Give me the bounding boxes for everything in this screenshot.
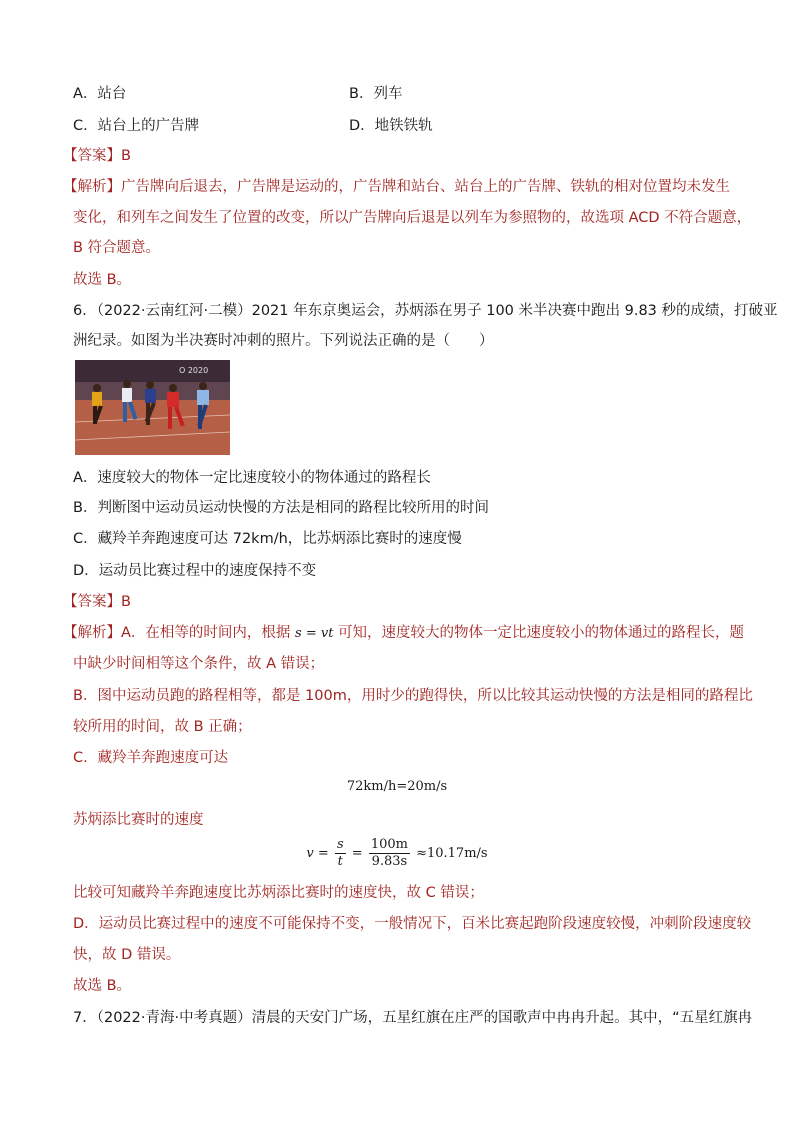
q5-option-d: D．地铁铁轨	[349, 118, 433, 134]
su-speed-label: 苏炳添比赛时的速度	[73, 812, 204, 828]
q6-answer	[63, 592, 131, 612]
q6-option-d: D．运动员比赛过程中的速度保持不变	[73, 563, 317, 579]
q5-option-c: C．站台上的广告牌	[73, 118, 200, 134]
sprint-photo	[75, 360, 230, 455]
q6-analysis-a-line-2: 中缺少时间相等这个条件，故 A 错误；	[73, 656, 325, 672]
q6-analysis-a-line-1: 【解析】A．在相等的时间内，根据 s = vt 可知，速度较大的物体一定比速度较小的物体通过的路程长，题	[63, 625, 745, 641]
answer-label: 【答案】	[63, 148, 121, 164]
q5-options-row-1	[73, 82, 723, 102]
q6-stem-line-2: 洲纪录。如图为半决赛时冲刺的照片。下列说法正确的是（ ）	[73, 333, 494, 349]
q5-options-row-2	[73, 114, 723, 134]
q7-stem-line-1: 7．（2022·青海·中考真题）清晨的天安门广场，五星红旗在庄严的国歌声中冉冉升起。其中，“五星红旗冉	[73, 1010, 753, 1026]
q6-option-b: B．判断图中运动员运动快慢的方法是相同的路程比较所用的时间	[73, 500, 489, 516]
analysis-label: 【解析】	[63, 625, 121, 641]
sprinters-illustration	[75, 360, 230, 455]
q6-analysis-c-compare: 比较可知藏羚羊奔跑速度比苏炳添比赛时的速度快，故 C 错误；	[73, 885, 484, 901]
answer-value: B	[121, 594, 131, 610]
q5-conclusion: 故选 B。	[73, 272, 132, 288]
q6-analysis-b-line-2: 较所用的时间，故 B 正确；	[73, 719, 252, 735]
q6-option-c: C．藏羚羊奔跑速度可达 72km/h，比苏炳添比赛时的速度慢	[73, 531, 462, 547]
q5-analysis-line-1: 【解析】广告牌向后退去，广告牌是运动的，广告牌和站台、站台上的广告牌、铁轨的相对位置均未发生	[63, 179, 730, 195]
q5-analysis-line-2: 变化，和列车之间发生了位置的改变，所以广告牌向后退是以列车为参照物的，故选项 ACD 不符合题意，	[73, 210, 752, 226]
q6-analysis-c-line-1: C．藏羚羊奔跑速度可达	[73, 750, 229, 766]
stadium-banner-text: O 2020	[179, 366, 209, 375]
analysis-label: 【解析】	[63, 179, 121, 195]
fraction-values: $\frac{100m}{9.83s}$	[370, 837, 408, 869]
q5-analysis-line-3: B 符合题意。	[73, 240, 161, 256]
q5-answer	[63, 146, 131, 166]
formula-s-vt: s = vt	[295, 626, 334, 641]
q6-option-a: A．速度较大的物体一定比速度较小的物体通过的路程长	[73, 470, 431, 486]
speed-formula: v = $\frac{s}{t}$ = $\frac{100m}{9.83s}$ ≈10.17m/s	[306, 837, 488, 869]
fraction-s-over-t: $\frac{s}{t}$	[336, 837, 344, 869]
q6-stem-line-1: 6．（2022·云南红河·二模）2021 年东京奥运会，苏炳添在男子 100 米半决赛中跑出 9.83 秒的成绩，打破亚	[73, 303, 778, 319]
answer-value: B	[121, 148, 131, 164]
q5-option-a: A．站台	[73, 86, 127, 102]
answer-label: 【答案】	[63, 594, 121, 610]
q6-conclusion: 故选 B。	[73, 978, 132, 994]
q6-analysis-b-line-1: B．图中运动员跑的路程相等，都是 100m，用时少的跑得快，所以比较其运动快慢的方法是相同的路程比	[73, 688, 753, 704]
equation-72kmh: 72km/h=20m/s	[346, 779, 448, 794]
q6-analysis-d-line-2: 快，故 D 错误。	[73, 947, 181, 963]
q6-analysis-d-line-1: D．运动员比赛过程中的速度不可能保持不变，一般情况下，百米比赛起跑阶段速度较慢，冲刺阶段速度较	[73, 916, 752, 932]
q5-option-b: B．列车	[349, 86, 403, 102]
